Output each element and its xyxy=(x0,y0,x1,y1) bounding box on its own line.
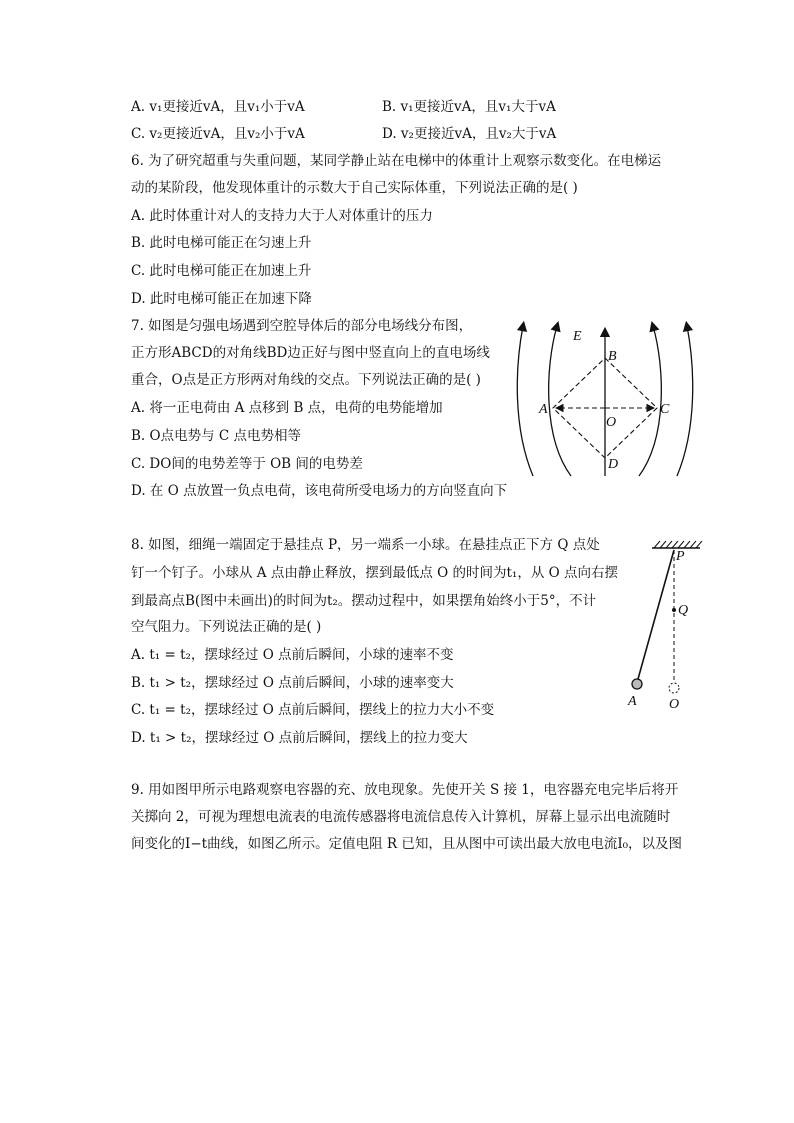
field-line-outer-left xyxy=(517,326,533,476)
q7-field-figure xyxy=(505,318,705,480)
q5-option-c: C. v₂更接近vA，且v₂小于vA xyxy=(131,126,305,142)
q8-stem-line-2: 钉一个钉子。小球从 A 点由静止释放，摆到最低点 O 的时间为t₁，从 O 点向右摆 xyxy=(131,565,618,581)
q9-stem-line-2: 关掷向 2，可视为理想电流表的电流传感器将电流信息传入计算机，屏幕上显示出电流随时 xyxy=(131,809,671,825)
q7-option-d: D. 在 O 点放置一负点电荷，该电荷所受电场力的方向竖直向下 xyxy=(131,483,508,499)
ceiling-hatch xyxy=(654,541,702,548)
q6-stem-line-1: 6. 为了研究超重与失重问题，某同学静止站在电梯中的体重计上观察示数变化。在电梯运 xyxy=(131,153,662,169)
label-a: A xyxy=(539,402,548,417)
q6-option-b: B. 此时电梯可能正在匀速上升 xyxy=(131,235,312,251)
q8-option-c: C. t₁ = t₂，摆球经过 O 点前后瞬间，摆线上的拉力大小不变 xyxy=(131,702,495,718)
label-a: A xyxy=(628,694,637,709)
label-b: B xyxy=(608,349,617,364)
ball-at-a xyxy=(632,679,642,689)
q7-option-a: A. 将一正电荷由 A 点移到 B 点，电荷的电势能增加 xyxy=(131,400,443,416)
label-p: P xyxy=(676,549,685,564)
q6-option-c: C. 此时电梯可能正在加速上升 xyxy=(131,263,312,279)
label-c: C xyxy=(660,402,670,417)
q8-stem-line-4: 空气阻力。下列说法正确的是( ) xyxy=(131,619,322,635)
q7-stem-line-1: 7. 如图是匀强电场遇到空腔导体后的部分电场线分布图， xyxy=(131,318,473,334)
q6-option-d: D. 此时电梯可能正在加速下降 xyxy=(131,291,312,307)
field-line-inner-right xyxy=(639,326,661,476)
q7-option-c: C. DO间的电势差等于 OB 间的电势差 xyxy=(131,456,363,472)
q5-option-a: A. v₁更接近vA，且v₁小于vA xyxy=(131,99,305,115)
q8-option-a: A. t₁ = t₂，摆球经过 O 点前后瞬间，小球的速率不变 xyxy=(131,647,454,663)
label-o: O xyxy=(606,415,617,430)
q6-option-a: A. 此时体重计对人的支持力大于人对体重计的压力 xyxy=(131,208,433,224)
q8-stem-line-1: 8. 如图，细绳一端固定于悬挂点 P，另一端系一小球。在悬挂点正下方 Q 点处 xyxy=(131,537,600,553)
label-o: O xyxy=(669,697,680,712)
q8-pendulum-figure xyxy=(618,538,708,713)
q6-stem-line-2: 动的某阶段，他发现体重计的示数大于自己实际体重，下列说法正确的是( ) xyxy=(131,180,578,196)
q7-option-b: B. O点电势与 C 点电势相等 xyxy=(131,428,301,444)
q7-stem-line-3: 重合，O点是正方形两对角线的交点。下列说法正确的是( ) xyxy=(131,372,481,388)
q5-option-b: B. v₁更接近vA，且v₁大于vA xyxy=(382,99,556,115)
q9-stem-line-1: 9. 用如图甲所示电路观察电容器的充、放电现象。先使开关 S 接 1，电容器充电完毕后将开 xyxy=(131,782,679,798)
pendulum-string xyxy=(638,550,674,679)
label-d: D xyxy=(608,457,619,472)
q8-stem-line-3: 到最高点B(图中未画出)的时间为t₂。摆动过程中，如果摆角始终小于5°，不计 xyxy=(131,593,597,609)
q9-stem-line-3: 间变化的I−t曲线，如图乙所示。定值电阻 R 已知，且从图中可读出最大放电电流I₀，以及图 xyxy=(131,836,683,852)
ball-position-o xyxy=(669,683,679,693)
q8-option-b: B. t₁ > t₂，摆球经过 O 点前后瞬间，小球的速率变大 xyxy=(131,675,454,691)
q7-stem-line-2: 正方形ABCD的对角线BD边正好与图中竖直向上的直电场线 xyxy=(131,345,490,361)
q8-option-d: D. t₁ > t₂，摆球经过 O 点前后瞬间，摆线上的拉力变大 xyxy=(131,730,468,746)
label-e: E xyxy=(573,329,582,344)
label-q: Q xyxy=(678,603,689,618)
q5-option-d: D. v₂更接近vA，且v₂大于vA xyxy=(382,126,557,142)
field-line-outer-right xyxy=(677,326,693,476)
nail-q xyxy=(672,608,676,612)
